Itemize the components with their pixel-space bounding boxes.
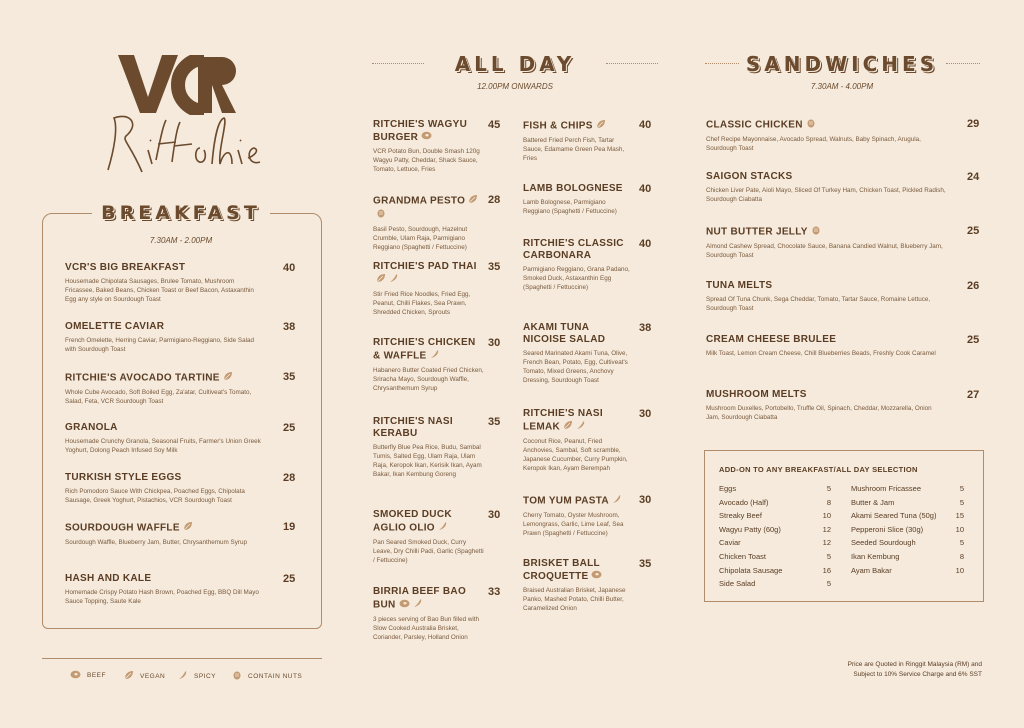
sandwiches-title: SANDWICHES — [745, 52, 939, 76]
breakfast-hours: 7.30AM - 2.00PM — [149, 236, 213, 245]
item-name: TURKISH STYLE EGGS — [65, 472, 182, 483]
sandwiches-divider-right — [946, 63, 980, 64]
spicy-icon — [413, 598, 423, 612]
item-desc: Milk Toast, Lemon Cream Cheese, Chill Blueberries Beads, Freshly Cook Caramel — [706, 350, 936, 357]
item-price: 35 — [488, 416, 501, 428]
item-name: TOM YUM PASTA — [523, 495, 609, 507]
addon-item-name: Chipolata Sausage — [719, 565, 783, 575]
item-name: TUNA MELTS — [706, 280, 773, 291]
allday-col1-item — [373, 261, 508, 317]
allday-col1-item — [373, 119, 508, 174]
item-desc: Sourdough Waffle, Blueberry Jam, Butter, Chrysanthemum Syrup — [65, 539, 247, 546]
legend-item — [124, 670, 165, 682]
item-name: RITCHIE'S NASI KERABU — [373, 416, 453, 439]
item-price: 30 — [639, 408, 652, 420]
addon-item-name: Wagyu Patty (60g) — [719, 524, 781, 534]
item-name: CLASSIC CHICKEN — [706, 119, 803, 131]
addon-item-price: 5 — [959, 538, 964, 548]
legend-label: CONTAIN NUTS — [248, 672, 303, 680]
item-price: 35 — [639, 558, 652, 570]
allday-col2-item — [523, 408, 655, 473]
item-name: FISH & CHIPS — [523, 120, 593, 132]
item-name: HASH AND KALE — [65, 573, 152, 584]
addon-item-price: 10 — [955, 524, 964, 534]
addon-item-name: Pepperoni Slice (30g) — [851, 524, 924, 534]
item-name: RITCHIE'S WAGYU BURGER — [373, 119, 468, 144]
logo — [110, 50, 280, 185]
vegan-icon — [183, 521, 193, 535]
legend-item — [178, 670, 216, 682]
breakfast-items-item — [65, 262, 295, 304]
allday-col2-item — [523, 322, 655, 385]
item-price: 38 — [283, 321, 296, 333]
addon-item-price: 5 — [959, 497, 964, 507]
item-price: 24 — [967, 171, 980, 183]
allday-col2-item — [523, 558, 655, 613]
addon-item-name: Ayam Bakar — [851, 565, 892, 575]
item-price: 25 — [967, 225, 980, 237]
item-price: 40 — [639, 183, 652, 195]
item-desc: Chef Recipe Mayonnaise, Avocado Spread, Walnuts, Baby Spinach, Arugula, Sourdough Toast — [706, 136, 921, 152]
item-desc: Stir Fried Rice Noodles, Fried Egg, Peanut, Chilli Flakes, Sea Prawn, Shredded Chicken, Sprouts — [373, 291, 471, 316]
vegan-icon — [223, 371, 233, 385]
sandwiches-divider-left — [705, 63, 739, 64]
spicy-icon — [438, 521, 448, 535]
item-desc: Almond Cashew Spread, Chocolate Sauce, Banana Candied Walnut, Blueberry Jam, Sourdough Toast — [706, 243, 943, 259]
allday-divider-right — [606, 63, 658, 64]
item-price: 30 — [639, 494, 652, 506]
addon-title: ADD-ON TO ANY BREAKFAST/ALL DAY SELECTION — [719, 465, 918, 474]
sandwich-items-item — [706, 280, 981, 313]
item-name: OMELETTE CAVIAR — [65, 321, 165, 332]
allday-col2-item — [523, 119, 655, 163]
breakfast-items-item — [65, 371, 295, 406]
addon-item-name: Butter & Jam — [851, 497, 895, 507]
item-name: SOURDOUGH WAFFLE — [65, 522, 180, 534]
addon-item-name: Seeded Sourdough — [851, 538, 916, 548]
item-desc: Parmigiano Reggiano, Grana Padano, Smoked Duck, Astaxanthin Egg (Spaghetti / Fettuccine) — [523, 266, 630, 291]
addon-item-price: 5 — [826, 484, 831, 493]
spicy-icon — [430, 349, 440, 363]
sandwich-items-item — [706, 225, 981, 260]
nuts-icon — [376, 208, 386, 222]
item-price: 38 — [639, 322, 652, 334]
allday-hours: 12.00PM ONWARDS — [477, 82, 553, 91]
vegan-icon — [596, 119, 606, 133]
legend-divider — [42, 658, 322, 659]
item-price: 40 — [639, 119, 652, 131]
legend-item — [232, 670, 302, 682]
item-name: GRANDMA PESTO — [373, 195, 466, 207]
item-name: NUT BUTTER JELLY — [706, 226, 808, 238]
sandwiches-hours: 7.30AM - 4.00PM — [810, 82, 874, 91]
sandwich-items-item — [706, 334, 981, 358]
addon-item-price: 12 — [822, 524, 831, 534]
addon-item-price: 15 — [955, 511, 964, 521]
item-price: 25 — [967, 334, 980, 346]
sandwich-items-item — [706, 171, 981, 204]
item-desc: Basil Pesto, Sourdough, Hazelnut Crumble, Ulam Raja, Parmigiano Reggiano (Spaghetti / Fettuccine) — [373, 226, 468, 251]
addon-item-name: Eggs — [719, 484, 737, 493]
item-name: GRANOLA — [65, 422, 118, 433]
item-price: 25 — [283, 573, 296, 585]
addon-item-name: Ikan Kembung — [851, 552, 900, 561]
item-price: 40 — [639, 238, 652, 250]
item-name: SAIGON STACKS — [706, 171, 793, 182]
allday-col1-item — [373, 194, 508, 252]
addon-item-price: 12 — [822, 538, 831, 548]
nuts-icon — [806, 118, 816, 132]
item-name: BIRRIA BEEF BAO BUN — [373, 586, 467, 611]
item-desc: Rich Pomodoro Sauce With Chickpea, Poached Eggs, Chipolata Sausage, Greek Yoghurt, Pistachios, VCR Sourdough Toast — [65, 488, 245, 504]
sandwich-items-item — [706, 118, 981, 153]
allday-col2-item — [523, 494, 655, 538]
nuts-icon — [811, 225, 821, 239]
item-desc: Battered Fried Perch Fish, Tartar Sauce, Edamame Green Pea Mash, Fries — [523, 137, 625, 162]
breakfast-items-item — [65, 422, 295, 455]
allday-col1-item — [373, 337, 508, 393]
spicy-icon — [612, 494, 622, 508]
beef-icon — [70, 670, 81, 681]
item-desc: Lamb Bolognese, Parmigiano Reggiano (Spaghetti / Fettuccine) — [523, 199, 617, 215]
spicy-icon — [576, 420, 586, 434]
nuts-icon — [232, 670, 242, 682]
item-desc: Pan Seared Smoked Duck, Curry Leave, Dry Chilli Padi, Garlic (Spaghetti / Fettuccine) — [373, 539, 484, 564]
item-desc: VCR Potato Bun, Double Smash 120g Wagyu Patty, Cheddar, Shack Sauce, Tomato, Lettuce, Fries — [373, 148, 480, 174]
footer-note-line2: Subject to 10% Service Charge and 6% SST — [853, 671, 982, 678]
item-price: 28 — [488, 194, 501, 206]
item-desc: Cherry Tomato, Oyster Mushroom, Lemongrass, Garlic, Lime Leaf, Sea Prawn (Spaghetti / Fettuccine) — [523, 512, 624, 537]
item-name: BRISKET BALL CROQUETTE — [523, 558, 600, 583]
vegan-icon — [376, 273, 386, 287]
item-desc: Habanero Butter Coated Fried Chicken, Sriracha Mayo, Sourdough Waffle, Chrysanthemum Syrup — [373, 367, 484, 392]
allday-col2-item — [523, 183, 655, 216]
vegan-icon — [124, 670, 134, 682]
breakfast-items-item — [65, 472, 295, 505]
addon-item-price: 5 — [959, 484, 964, 493]
item-desc: Chicken Liver Pate, Aioli Mayo, Sliced Of Turkey Ham, Chicken Toast, Pickled Radish, Sourdough Ciabatta — [706, 187, 946, 203]
item-desc: Braised Australian Brisket, Japanese Panko, Mashed Potato, Chilli Butter, Caramelized Onion — [523, 587, 626, 613]
item-name: AKAMI TUNA NICOISE SALAD — [523, 322, 606, 345]
legend-label: SPICY — [194, 672, 217, 680]
item-name: SMOKED DUCK AGLIO OLIO — [373, 509, 452, 534]
item-name: VCR'S BIG BREAKFAST — [65, 262, 186, 273]
addon-item-price: 16 — [822, 565, 831, 575]
addon-item-name: Chicken Toast — [719, 552, 766, 561]
breakfast-items-item — [65, 521, 295, 547]
item-price: 29 — [967, 118, 980, 130]
item-desc: Spread Of Tuna Chunk, Sega Cheddar, Tomato, Tartar Sauce, Romaine Lettuce, Sourdough Toast — [706, 296, 931, 312]
item-price: 25 — [283, 422, 296, 434]
allday-col1-item — [373, 416, 508, 479]
vegan-icon — [468, 194, 478, 208]
addon-item-name: Akami Seared Tuna (50g) — [851, 511, 937, 521]
footer-note-line1: Price are Quoted in Ringgit Malaysia (RM) and — [847, 661, 982, 668]
addon-item-name: Caviar — [719, 538, 741, 548]
addon-item-price: 10 — [955, 565, 964, 575]
item-price: 28 — [283, 472, 296, 484]
item-name: RITCHIE'S PAD THAI — [373, 261, 477, 272]
allday-title: ALL DAY — [454, 52, 576, 76]
logo-script — [100, 110, 270, 180]
item-price: 45 — [488, 119, 501, 131]
addon-item-price: 5 — [826, 552, 831, 561]
logo-mark — [118, 55, 238, 115]
item-price: 26 — [967, 280, 980, 292]
breakfast-items-item — [65, 321, 295, 354]
item-desc: Butterfly Blue Pea Rice, Budu, Sambal Tumis, Salted Egg, Ulam Raja, Ulam Raja, Keropok Ikan, Kerisik Ikan, Ayam Bakar, Ikan Kembung Goreng — [373, 444, 482, 478]
item-price: 30 — [488, 337, 501, 349]
item-name: RITCHIE'S CHICKEN & WAFFLE — [373, 337, 476, 362]
allday-divider-left — [372, 63, 424, 64]
item-name: MUSHROOM MELTS — [706, 389, 807, 400]
allday-col2-item — [523, 238, 655, 292]
allday-col1-item — [373, 586, 508, 642]
addon-item-name: Streaky Beef — [719, 511, 762, 521]
breakfast-items-item — [65, 573, 295, 606]
addon-item-name: Mushroom Fricassee — [851, 484, 922, 493]
addon-item-price: 8 — [826, 497, 831, 507]
legend-item — [70, 670, 106, 681]
item-desc: Whole Cube Avocado, Soft Boiled Egg, Za'atar, Cultiveat's Tomato, Salad, Feta, VCR Sourdough Toast — [65, 389, 252, 405]
item-desc: Housemade Crunchy Granola, Seasonal Fruits, Farmer's Union Greek Yoghurt, Dolong Peach Infused Soy Milk — [65, 438, 261, 454]
item-price: 30 — [488, 509, 501, 521]
spicy-icon — [178, 670, 188, 682]
item-desc: Homemade Crispy Potato Hash Brown, Poached Egg, BBQ Dill Mayo Sauce Topping, Saute Kale — [65, 589, 259, 605]
item-name: LAMB BOLOGNESE — [523, 183, 623, 194]
footer-note — [848, 660, 982, 680]
item-price: 27 — [967, 389, 980, 401]
item-desc: Seared Marinated Akami Tuna, Olive, French Bean, Potato, Egg, Cultiveat's Tomato, Mixed Greens, Anchovy Dressing, Sourdough Toast — [523, 350, 628, 384]
addon-item-price: 10 — [822, 511, 831, 521]
item-name: CREAM CHEESE BRULEE — [706, 334, 837, 345]
beef-icon — [591, 570, 602, 583]
addon-item-name: Avocado (Half) — [719, 497, 769, 507]
item-name: RITCHIE'S NASI LEMAK — [523, 408, 603, 433]
item-desc: 3 pieces serving of Bao Bun filled with Slow Cooked Australia Brisket, Coriander, Parsley, Holland Onion — [373, 616, 480, 641]
addon-item-price: 5 — [826, 579, 831, 589]
item-price: 40 — [283, 262, 296, 274]
addon-item-price: 8 — [959, 552, 964, 561]
legend-label: BEEF — [87, 672, 106, 679]
item-name: RITCHIE'S AVOCADO TARTINE — [65, 372, 220, 384]
beef-icon — [399, 599, 410, 612]
beef-icon — [421, 131, 432, 144]
vegan-icon — [563, 420, 573, 434]
sandwich-items-item — [706, 389, 981, 422]
item-name: RITCHIE'S CLASSIC CARBONARA — [523, 238, 624, 261]
breakfast-title: BREAKFAST — [92, 202, 270, 224]
item-desc: French Omelette, Herring Caviar, Parmigiano-Reggiano, Side Salad with Sourdough Toast — [65, 337, 254, 353]
addon-item-name: Side Salad — [719, 579, 756, 589]
item-price: 19 — [283, 521, 296, 533]
item-price: 35 — [488, 261, 501, 273]
spicy-icon — [389, 273, 399, 287]
item-desc: Housemade Chipolata Sausages, Brulee Tomato, Mushroom Fricassee, Baked Beans, Chicken Toast or Beef Bacon, Astaxanthin Egg any style on Sourdough Toast — [65, 278, 254, 303]
item-desc: Coconut Rice, Peanut, Fried Anchovies, Sambal, Soft scramble, Japanese Cucumber, Curry Pumpkin, Keropok Ikan, Ayam Berempah — [523, 438, 628, 472]
item-desc: Mushroom Duxelles, Portobello, Truffle Oil, Spinach, Cheddar, Mozzarella, Onion Jam, Sourdough Ciabatta — [706, 405, 932, 421]
item-price: 35 — [283, 371, 296, 383]
item-price: 33 — [488, 586, 501, 598]
allday-col1-item — [373, 509, 508, 565]
legend-label: VEGAN — [140, 672, 166, 680]
